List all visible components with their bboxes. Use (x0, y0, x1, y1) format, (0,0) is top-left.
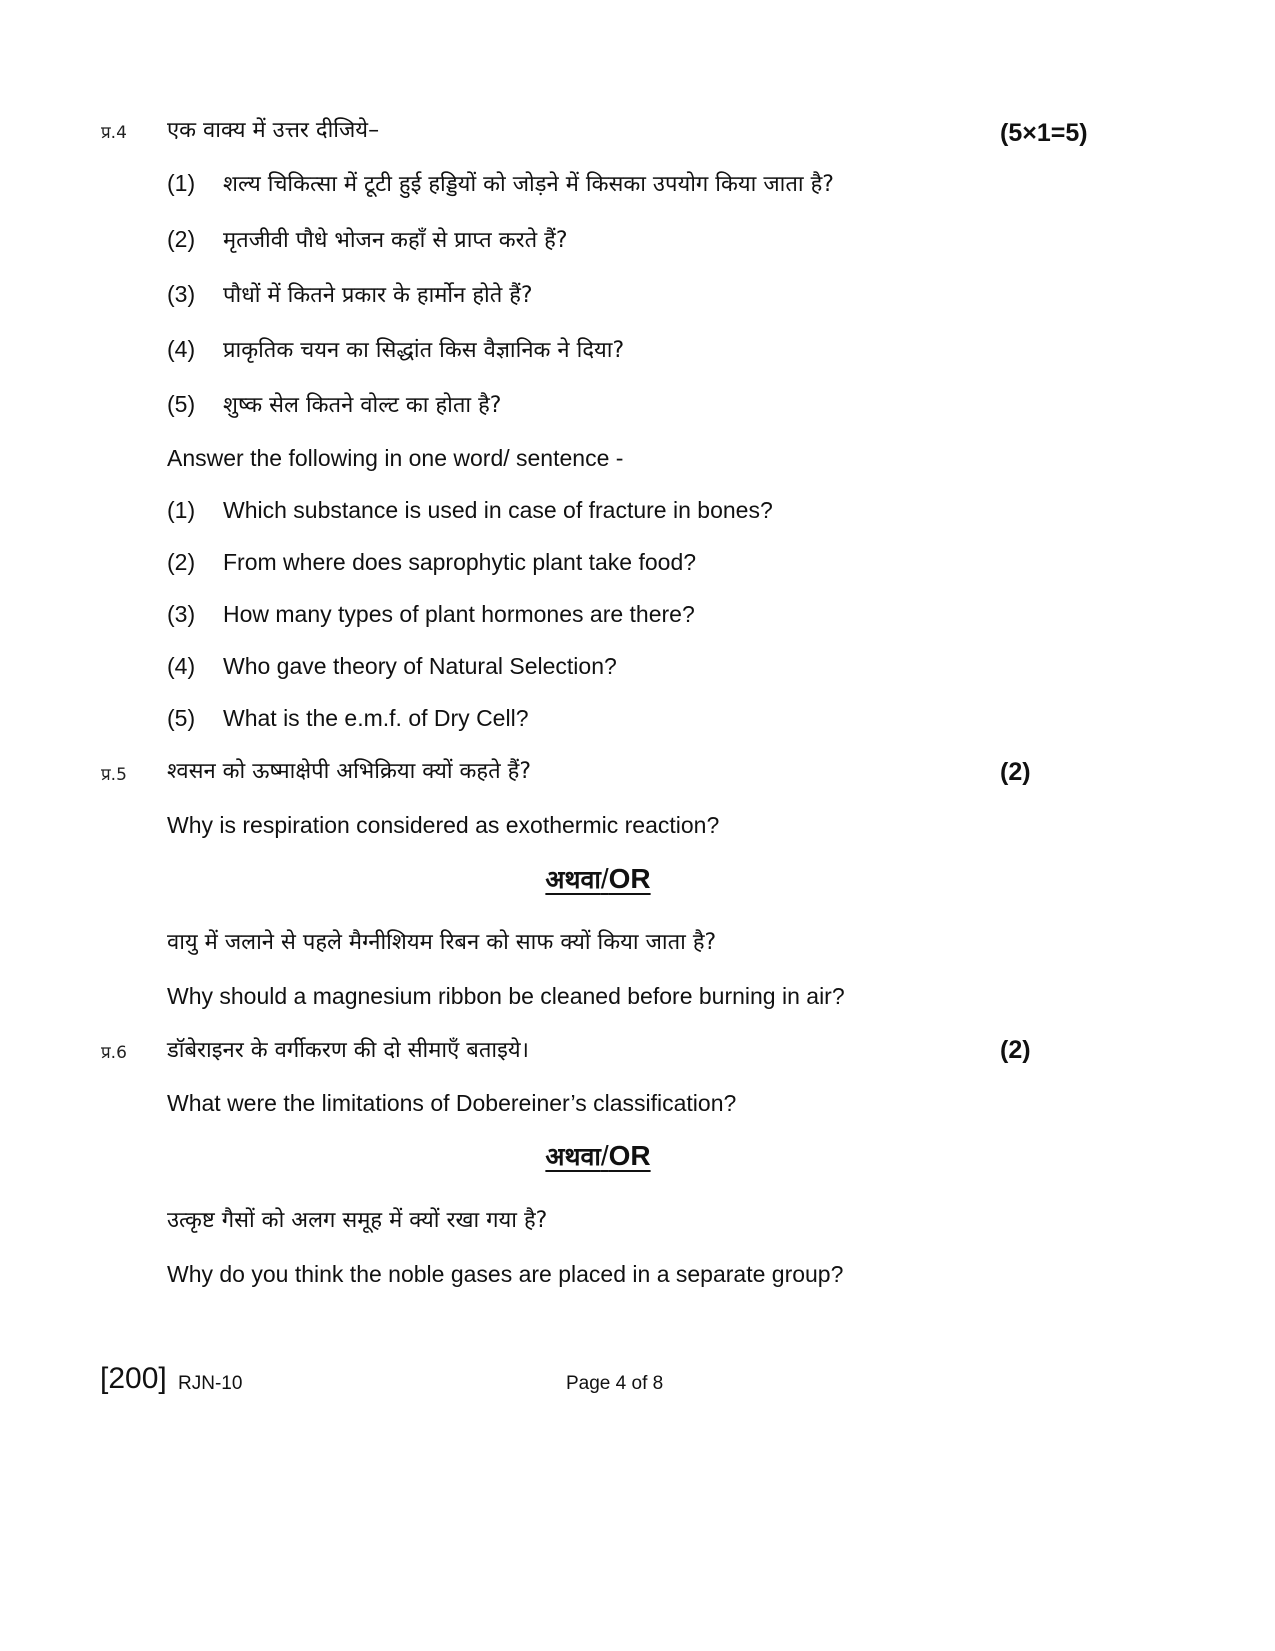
question-4-number: प्र.4 (101, 123, 127, 143)
q6-or-heading (0, 1139, 1196, 1173)
question-5-text-english: Why is respiration considered as exothermic reaction? (167, 812, 720, 838)
question-4-marks: (5×1=5) (1000, 119, 1088, 147)
q4-english-item-3-number: (3) (167, 601, 196, 627)
footer-page-number: Page 4 of 8 (566, 1373, 664, 1394)
q4-hindi-item-4-text: प्राकृतिक चयन का सिद्धांत किस वैज्ञानिक ने दिया? (223, 338, 625, 363)
q4-hindi-item-4-number: (4) (167, 336, 196, 362)
question-6-text-english: What were the limitations of Dobereiner’s classification? (167, 1090, 737, 1116)
q4-hindi-item-1-number: (1) (167, 170, 196, 196)
question-5-marks: (2) (1000, 758, 1031, 786)
q6-or-separator: / (600, 1140, 609, 1171)
q4-english-item-2-number: (2) (167, 549, 196, 575)
q4-hindi-item-3-number: (3) (167, 281, 196, 307)
q4-hindi-item-2-text: मृतजीवी पौधे भोजन कहाँ से प्राप्त करते हैं? (223, 228, 568, 253)
q4-english-item-1-text: Which substance is used in case of fracture in bones? (223, 497, 773, 523)
q6-alternate-text-english: Why do you think the noble gases are placed in a separate group? (167, 1261, 844, 1287)
question-6-text-hindi: डॉबेराइनर के वर्गीकरण की दो सीमाएँ बताइये। (167, 1038, 529, 1063)
q5-or-heading (0, 862, 1196, 896)
q4-hindi-item-3-text: पौधों में कितने प्रकार के हार्मोन होते हैं? (223, 283, 533, 308)
q4-english-item-5-number: (5) (167, 705, 196, 731)
q5-alternate-text-hindi: वायु में जलाने से पहले मैग्नीशियम रिबन को साफ क्यों किया जाता है? (167, 930, 717, 955)
q6-or-hindi: अथवा (545, 1142, 601, 1171)
q5-or-separator: / (600, 863, 609, 894)
q5-or-hindi: अथवा (545, 865, 601, 894)
q4-hindi-item-5-number: (5) (167, 391, 196, 417)
question-4-instruction-english: Answer the following in one word/ sentence - (167, 445, 624, 471)
q4-english-item-5-text: What is the e.m.f. of Dry Cell? (223, 705, 529, 731)
q4-english-item-4-text: Who gave theory of Natural Selection? (223, 653, 617, 679)
q4-english-item-1-number: (1) (167, 497, 196, 523)
question-5-text-hindi: श्वसन को ऊष्माक्षेपी अभिक्रिया क्यों कहते हैं? (167, 759, 531, 784)
question-4-instruction-hindi: एक वाक्य में उत्तर दीजिये– (167, 118, 380, 143)
q4-english-item-2-text: From where does saprophytic plant take food? (223, 549, 697, 575)
q4-english-item-4-number: (4) (167, 653, 196, 679)
footer-paper-code: RJN-10 (178, 1373, 243, 1394)
q5-alternate-text-english: Why should a magnesium ribbon be cleaned before burning in air? (167, 983, 845, 1009)
q6-or-english: OR (608, 1140, 651, 1171)
footer-paper-count: [200] (100, 1362, 167, 1395)
q5-or-english: OR (608, 863, 651, 894)
question-6-number: प्र.6 (101, 1043, 127, 1063)
q4-hindi-item-2-number: (2) (167, 226, 196, 252)
question-5-number: प्र.5 (101, 765, 127, 785)
q4-hindi-item-5-text: शुष्क सेल कितने वोल्ट का होता है? (223, 393, 502, 418)
q4-english-item-3-text: How many types of plant hormones are there? (223, 601, 695, 627)
question-6-marks: (2) (1000, 1036, 1031, 1064)
q4-hindi-item-1-text: शल्य चिकित्सा में टूटी हुई हड्डियों को जोड़ने में किसका उपयोग किया जाता है? (223, 172, 834, 197)
q6-alternate-text-hindi: उत्कृष्ट गैसों को अलग समूह में क्यों रखा गया है? (167, 1208, 548, 1233)
